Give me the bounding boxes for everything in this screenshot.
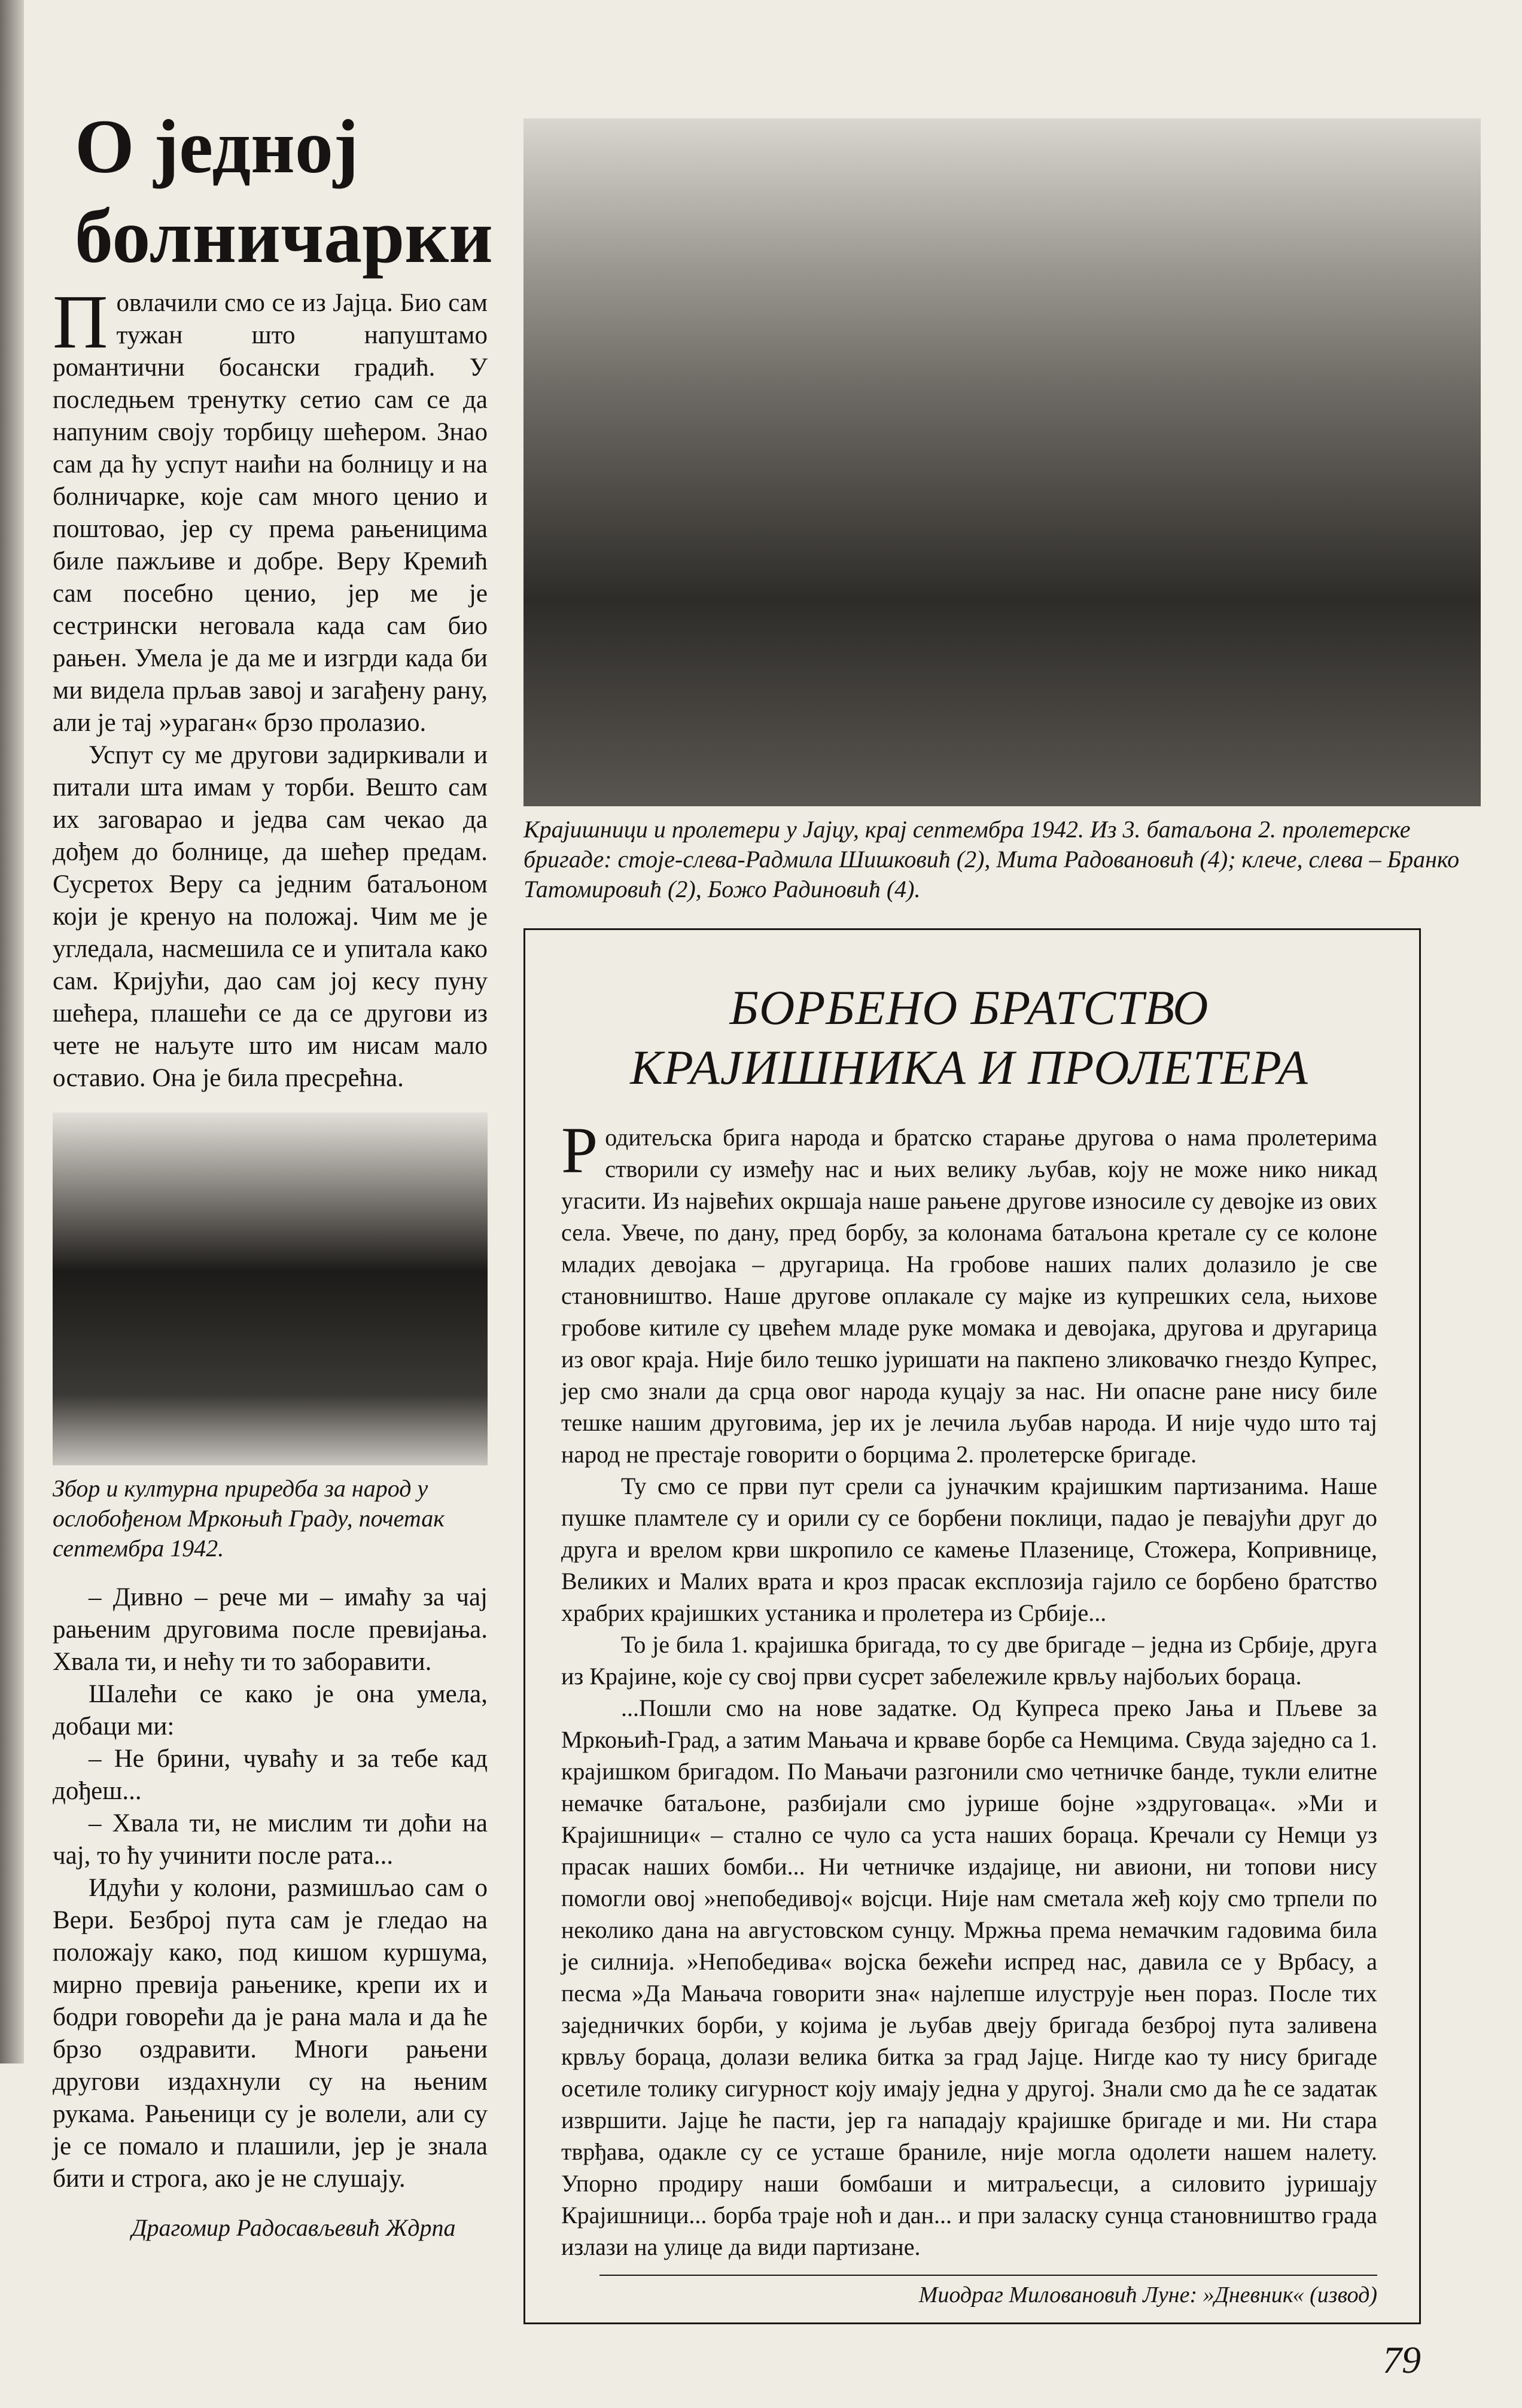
source-citation: Миодраг Миловановић Луне: »Дневник« (извод) [599, 2275, 1377, 2308]
article-body-part2 [53, 1581, 488, 2195]
paragraph: Шалећи се како је она умела, добаци ми: [53, 1680, 488, 1741]
drop-cap: П [53, 279, 108, 364]
sidebar-article-title [561, 978, 1377, 1098]
left-column [53, 279, 488, 2243]
top-photo-caption: Крајишници и пролетери у Јајцу, крај септембра 1942. Из 3. батаљона 2. пролетерске бригаде: стоје-слева-Радмила Шишковић (2), Мита Радовановић (4); клече, слева – Бранко Татомировић (2), Божо Радиновић (4). [523, 816, 1460, 903]
paragraph: ...Пошли смо на нове задатке. Од Купреса преко Јања и Пљеве за Мркоњић-Град, а затим Мањача и крваве борбе са Немцима. Свуда заједно са 1. крајишком бригадом. По Мањачи разгонили смо четничке банде, тукли елитне немачке батаљоне, разбијали смо јурише бојне »здруговаца«. »Ми и Крајишници« – стално се чуло са уста наших бораца. Кречали су Немци уз прасак наших бомби... Ни четничке издајице, ни авиони, ни топови нису помогли овој »непобедивој« војсци. Није нам сметала жеђ коју смо трпели по неколико дана на августовском сунцу. Мржња према немачким гадовима била је силнија. »Непобедива« војска бежећи испред нас, давила се у Врбасу, а песма »Да Мањача говорити зна« најлепше илуструје њен пораз. После тих заједничких борби, у којима је љубав двеју бригада безброј пута заливена крвљу бораца, долази велика битка за град Јајце. Нигде као ту нису бригаде осетиле толику сигурност коју имају једна у другој. Знали смо да ће се задатак извршити. Јајце ће пасти, јер га нападају крајишке бригаде и ми. Ни стара тврђава, одакле су се усташе браниле, није могла одолети нашем налету. Упорно продиру наши бомбаши и митраљесци, а силовито јуришају Крајишници... борба траје ноћ и дан... и при заласку сунца становништво града излази на улице да види партизане. [561, 1694, 1377, 2260]
paragraph: Успут су ме другови задиркивали и питали шта имам у торби. Вешто сам их заговарао и једва сам чекао да дођем до болнице, да шећер предам. Сусретох Веру са једним батаљоном који је кренуо на положај. Чим ме је угледала, насмешила се и упитала како сам. Кријући, дао сам јој кесу пуну шећера, плашећи се да се другови из чете не наљуте што им нисам мало оставио. Она је била пресрећна. [53, 741, 488, 1092]
paragraph: Идући у колони, размишљао сам о Вери. Безброј пута сам је гледао на положају како, под кишом куршума, мирно превија рањенике, крепи их и бодри говорећи да је рана мала и да ће брзо оздравити. Многи рањени другови издахнули су на њеним рукама. Рањеници су је волели, али су је се помало и плашили, јер је знала бити и строга, ако је не слушају. [53, 1874, 488, 2193]
article-title: О једној болничарки [75, 104, 493, 279]
paragraph: – Не брини, чуваћу и за тебе кад дођеш... [53, 1745, 488, 1805]
paragraph: – Дивно – рече ми – имаћу за чај рањеним друговима после превијања. Хвала ти, и нећу ти то заборавити. [53, 1583, 488, 1676]
right-column [523, 118, 1481, 2408]
author-signature: Драгомир Радосављевић Ждрпа [132, 2214, 456, 2241]
paragraph: овлачили смо се из Јајца. Био сам тужан што напуштамо романтични босански градић. У последњем тренутку сетио сам се да напуним своју торбицу шећером. Знао сам да ћу успут наићи на болницу и на болничарке, које сам много ценио и поштовао, јер су према рањеницима биле пажљиве и добре. Веру Кремић сам посебно ценио, јер ме је сестрински неговала када сам био рањен. Умела је да ме и изгрди када би ми видела прљав завој и загађену рану, али је тај »ураган« брзо пролазио. [53, 289, 488, 737]
title-line: КРАЈИШНИКА И ПРОЛЕТЕРА [630, 1040, 1308, 1095]
sidebar-article-box [523, 928, 1421, 2324]
paragraph: То је била 1. крајишка бригада, то су две бригаде – једна из Србије, друга из Крајине, које су свој први сусрет забележиле крвљу најбољих бораца. [561, 1631, 1377, 1690]
photo-soldiers-jajce [523, 118, 1481, 806]
paragraph: – Хвала ти, не мислим ти доћи на чај, то ћу учинити после рата... [53, 1809, 488, 1870]
page-number: 79 [1383, 2339, 1421, 2381]
page-spine-shadow [0, 0, 24, 2063]
paragraph: Ту смо се први пут срели са јуначким крајишким партизанима. Наше пушке пламтеле су и орили су се борбени поклици, падао је певајући друг до друга и врелом крви шкропило се камење Плазенице, Стожера, Копривнице, Великих и Малих врата и кроз прасак експлозија гајило се борбено братство храбрих крајишких устаника и пролетера из Србије... [561, 1473, 1377, 1626]
drop-cap: Р [561, 1114, 598, 1187]
photo-rally-mrkonjic-grad [53, 1112, 488, 1465]
title-line: БОРБЕНО БРАТСТВО [729, 980, 1209, 1035]
photo-caption: Збор и културна приредба за народ у ослобођеном Мркоњић Граду, почетак септембра 1942. [53, 1475, 445, 1562]
article-body-part1 [53, 279, 488, 1095]
sidebar-article-body [561, 1114, 1377, 2263]
paragraph: одитељска брига народа и братско старање другова о нама пролетерима створили су између нас и њих велику љубав, коју не може нико никад угасити. Из највећих окршаја наше рањене другове износиле су девојке из ових села. Увече, по дану, пред борбу, за колонама батаљона кретале су се колоне младих девојака – другарица. На гробове наших палих долазило је све становништво. Наше другове оплакале су мајке из купрешких села, њихове гробове китиле су цвећем младе руке момака и девојака, другова и другарица из овог краја. Није било тешко јуришати на пакпено зликовачко гнездо Купрес, јер смо знали да срца овог народа куцају за нас. Ни опасне ране нису биле тешке нашим друговима, јер их је лечила љубав народа. И није чудо што тај народ не престаје говорити о борцима 2. пролетерске бригаде. [561, 1124, 1377, 1468]
